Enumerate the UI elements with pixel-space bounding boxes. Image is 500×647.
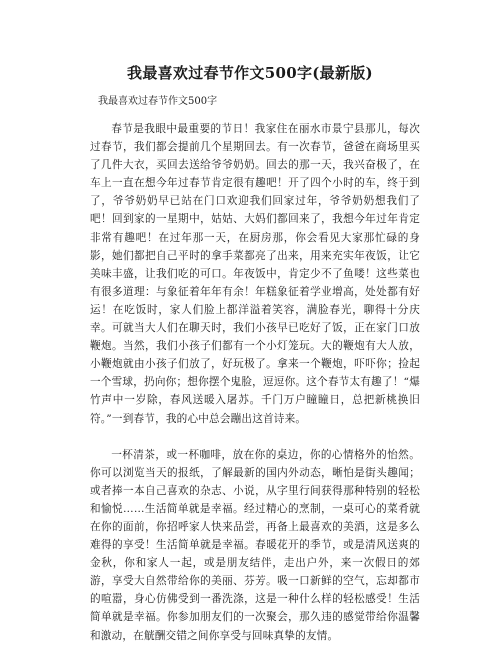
paragraph-spring-festival: 春节是我眼中最重要的节日！我家住在丽水市景宁县那儿，每次过春节，我们都会提前几个星期回去。有一次春节，爸爸在商场里买了几件大衣，买回去送给爷爷奶奶。回去的那一天，我兴奋极了，在车上一直在想今年过春节肯定很有趣吧！开了四个小时的车，终于到了，爷爷奶奶早已站在门口欢迎我们回家过年，爷爷奶奶想我们了吧！回到家的一星期中，姑姑、大妈们都回来了，我想今年过年肯定非常有趣吧！在过年那一天，在厨房那，你会看见大家那忙碌的身影，她们都把自己平时的拿手菜都亮了出来，用来充实年夜饭，让它美味丰盛，让我们吃的可口。年夜饭中，肯定少不了鱼喽！这些菜也有很多道理：与象征着年年有余！年糕象征着学业增高，处处都有好运！在吃饭时，家人们脸上都洋溢着笑容，满脸春光，聊得十分庆幸。可就当大人们在聊天时，我们小孩早已吃好了饭，正在家门口放鞭炮。当然，我们小孩子们都有一个小灯笼玩。大的鞭炮有大人放，小鞭炮就由小孩子们放了，好玩极了。拿来一个鞭炮，吓吓你；捡起一个雪球，扔向你；想你摆个鬼脸，逗逗你。这个春节太有趣了！“爆竹声中一岁除，春风送暖入屠苏。千门万户瞳瞳日，总把新桃换旧符。”一到春节，我的心中总会蹦出这首诗来。	[90, 123, 420, 425]
paragraph-simple-life: 一杯清茶，或一杯咖啡，放在你的桌边，你的心情格外的怡然。你可以浏览当天的报纸，了解最新的国内外动态，晰怕是街头趣闻；或者捧一本自己喜欢的杂志、小说，从字里行间获得那种特别的轻松和愉悦……生活简单就是幸福。经过精心的烹制，一桌可心的菜肴就在你的面前，你招呼家人快来品尝，再备上最喜欢的美酒，这是多么难得的享受！生活简单就是幸福。春暖花开的季节，或是清风送爽的金秋，你和家人一起，或是朋友结伴，走出户外，来一次假日的郊游，享受大自然带给你的美丽、芬芳。吸一口新鲜的空气，忘却都市的喧嚣，身心仿佛受到一番洗涤，这是一种什么样的轻松感受！生活简单就是幸福。你参加朋友们的一次聚会，那久违的感觉带给你温馨和激动，在觥酬交错之间你享受与回味真挚的友情。	[90, 448, 420, 642]
page-subtitle: 我最喜欢过春节作文500字	[98, 96, 218, 107]
article-body	[90, 120, 420, 645]
page-title: 我最喜欢过春节作文500字(最新版)	[127, 64, 373, 82]
